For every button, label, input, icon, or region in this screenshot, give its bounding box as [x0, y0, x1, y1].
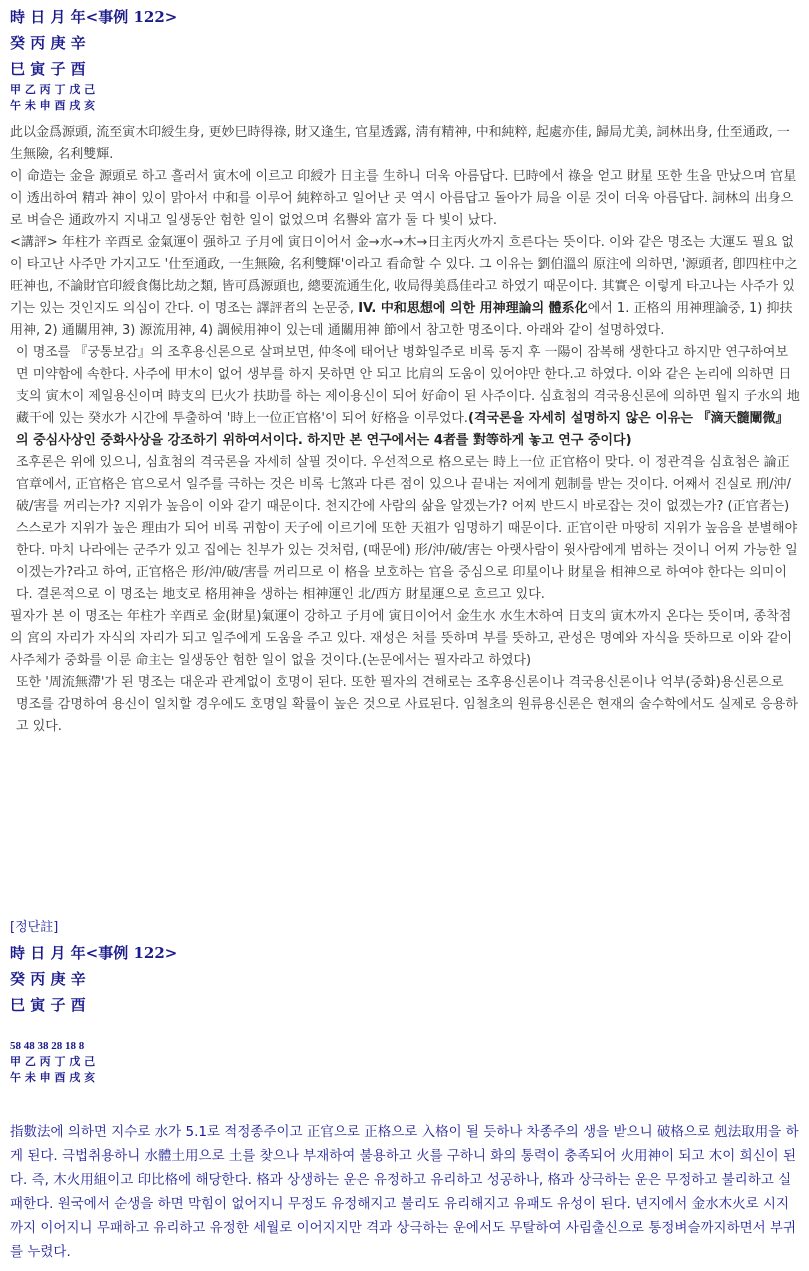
luck-branches-row-second: 午 未 申 酉 戌 亥 — [10, 1071, 96, 1084]
analysis-paragraph: 이 명조를 『궁통보감』의 조후용신론으로 살펴보면, 仲冬에 태어난 병화일주로 비록 동지 후 一陽이 잠복해 생한다고 하지만 연구하여보면 미약함에 속한다. 사주에 甲木이 없어 생부를 하지 못하면 안 되고 比肩의 도움이 있어야만 한다.고 하였다. 이와 같은 논리에 의하면 日支의 寅木이 제일용신이며 時支의 巳火가 扶助를 하는 제이용신이 되어 好命이 된 사주이다. 심효첨의 격국용신론에 의하면 월지 子水의 地藏干에 있는 癸水가 시간에 투출하여 '時上一位正官格'이 되어 好格을 이루었다.(격국론을 자세히 설명하지 않은 이유는 『滴天髓闡微』의 중심사상인 중화사상을 강조하기 위하여서이다. 하지만 본 연구에서는 4者를 對等하게 놓고 연구 중이다) — [16, 345, 800, 448]
footnote-paragraph: 指數法에 의하면 지수로 水가 5.1로 적정종주이고 正官으로 正格으로 入格이 될 듯하나 차종주의 생을 받으니 破格으로 剋法取用을 하게 된다. 극법취용하니 水體土用으로 土를 찾으나 부재하여 불용하고 火를 구하니 화의 통력이 충족되어 火用神이 되고 木이 희신이 된다. 즉, 木火用組이고 印比格에 해당한다. 格과 상생하는 운은 유정하고 유리하고 성공하나, 格과 상극하는 운은 무정하고 불리하고 실패한다. 원국에서 순생을 하면 막힘이 없어지니 무정도 유정해지고 불리도 유리해지고 유패도 유성이 된다. 년지에서 金水木火로 시지까지 이어지니 무패하고 유리하고 유정한 세월로 이어지지만 격과 상극하는 운에서도 무탈하여 사림출신으로 통정벼슬까지하면서 부귀를 누렸다. — [10, 1124, 799, 1260]
earthly-branches-row-second: 巳 寅 子 酉 — [10, 996, 86, 1014]
heavenly-stems-row-second: 癸 丙 庚 辛 — [10, 970, 86, 988]
main-text — [10, 122, 800, 738]
luck-cycle-block — [10, 1038, 800, 1086]
conclusion-paragraph: 또한 '周流無滯'가 된 명조는 대운과 관계없이 호명이 된다. 또한 필자의 견해로는 조후용신론이나 격국용신론이나 억부(중화)용신론으로 명조를 감명하여 용신이 일치할 경우에도 호명일 확률이 높은 것으로 사료된다. 임철초의 원류용신론은 현재의 술수학에서도 실제로 응용하고 있다. — [16, 675, 798, 734]
chart-header-second — [10, 916, 800, 1018]
author-view-paragraph: 필자가 본 이 명조는 年柱가 辛酉로 金(財星)氣運이 강하고 子月에 寅日이어서 金生水 水生木하여 日支의 寅木까지 온다는 뜻이며, 종착점의 宮의 자리가 자식의 자리가 되고 일주에게 도움을 주고 있다. 재성은 처를 뜻하며 부를 뜻하고, 관성은 명예와 자식을 뜻하므로 이와 같이 사주체가 중화를 이룬 命主는 일생동안 험한 일이 없을 것이다.(논문에서는 필자라고 하였다) — [10, 609, 793, 668]
luck-branches-row: 午 未 申 酉 戌 亥 — [10, 99, 96, 112]
heavenly-stems-row: 癸 丙 庚 辛 — [10, 34, 86, 52]
bold-note: (격국론을 자세히 설명하지 않은 이유는 『滴天髓闡微』의 중심사상인 중화사상을 강조하기 위하여서이다. 하지만 본 연구에서는 4者를 對等하게 놓고 연구 중이다) — [16, 411, 789, 448]
structure-paragraph: 조후론은 위에 있으니, 심효첨의 격국론을 자세히 살필 것이다. 우선적으로 格으로는 時上一位 正官格이 맞다. 이 정관격을 심효첨은 論正官章에서, 正官格은 官으로서 일주를 극하는 것은 비록 七煞과 다른 점이 있으나 끝내는 저에게 剋制를 받는 것이다. 어째서 진실로 刑/沖/破/害를 꺼리는가? 지위가 높음이 이와 같기 때문이다. 천지간에 사람의 삶을 알겠는가? 어찌 반드시 바로잡는 것이 없겠는가? (正官者는) 스스로가 지위가 높은 理由가 되어 비록 귀함이 天子에 이르기에 또한 天祖가 임명하기 때문이다. 正官이란 마땅히 지위가 높음을 분별해야 한다. 마치 나라에는 군주가 있고 집에는 친부가 있는 것처럼, (때문에) 形/沖/破/害는 아랫사람이 윗사람에게 범하는 것이니 어찌 가능한 일이겠는가?라고 하여, 正官格은 形/沖/破/害를 꺼리므로 이 格을 보호하는 官을 중심으로 印星이나 財星을 相神으로 하여야 한다는 의미이다. 결론적으로 이 명조는 地支로 格用神을 생하는 相神運인 北/西方 財星運으로 흐르고 있다. — [16, 455, 798, 602]
earthly-branches-row: 巳 寅 子 酉 — [10, 60, 86, 78]
luck-stems-row-second: 甲 乙 丙 丁 戊 己 — [10, 1055, 96, 1068]
pillar-title: 時 日 月 年<事例 122> — [10, 8, 178, 26]
annotation-label: [정단註] — [10, 920, 59, 935]
original-text-paragraph: 此以金爲源頭, 流至寅木印綬生身, 更妙巳時得祿, 財又逢生, 官星透露, 淸有精神, 中和純粹, 起處亦佳, 歸局尤美, 詞林出身, 仕至通政, 一生無險, 名利雙輝. — [10, 125, 790, 162]
chart-header-top — [10, 4, 800, 114]
translation-paragraph: 이 命造는 金을 源頭로 하고 흘러서 寅木에 이르고 印綬가 日主를 生하니 더욱 아름답다. 巳時에서 祿을 얻고 財星 또한 生을 만났으며 官星이 透出하여 精과 神이 있이 맑아서 中和를 이루어 純粹하고 일어난 곳 역시 아름답고 돌아가 局을 이룬 것이 더욱 아름답다. 詞林의 出身으로 벼슬은 通政까지 지내고 일생동안 험한 일이 없었으며 名譽와 富가 둘 다 빛이 났다. — [10, 169, 797, 228]
commentary-paragraph: <講評> 年柱가 辛酉로 金氣運이 强하고 子月에 寅日이어서 金→水→木→日主丙火까지 흐른다는 뜻이다. 이와 같은 명조는 大運도 필요 없이 타고난 사주만 가지고도 '仕至通政, 一生無險, 名利雙輝'이라고 看命할 수 있다. 그 이유는 劉伯溫의 原注에 의하면, '源頭者, 卽四柱中之旺神也, 不論財官印綬食傷比劫之類, 皆可爲源頭也, 總要流通生化, 收局得美爲佳라고 하였기 때문이다. 其實은 이렇게 타고나는 사주가 있기는 있는 것인지도 의심이 간다. 이 명조는 譯評者의 논문중, IV. 中和思想에 의한 用神理論의 體系化에서 1. 正格의 用神理論중, 1) 抑扶用神, 2) 通關用神, 3) 源流用神, 4) 調候用神이 있는데 通關用神 節에서 참고한 명조이다. 아래와 같이 설명하였다. — [10, 235, 798, 338]
thesis-section-title: IV. 中和思想에 의한 用神理論의 體系化 — [358, 301, 588, 316]
luck-ages-row: 58 48 38 28 18 8 — [10, 1040, 85, 1052]
pillar-title-second: 時 日 月 年<事例 122> — [10, 944, 178, 962]
luck-stems-row: 甲 乙 丙 丁 戊 己 — [10, 83, 96, 96]
